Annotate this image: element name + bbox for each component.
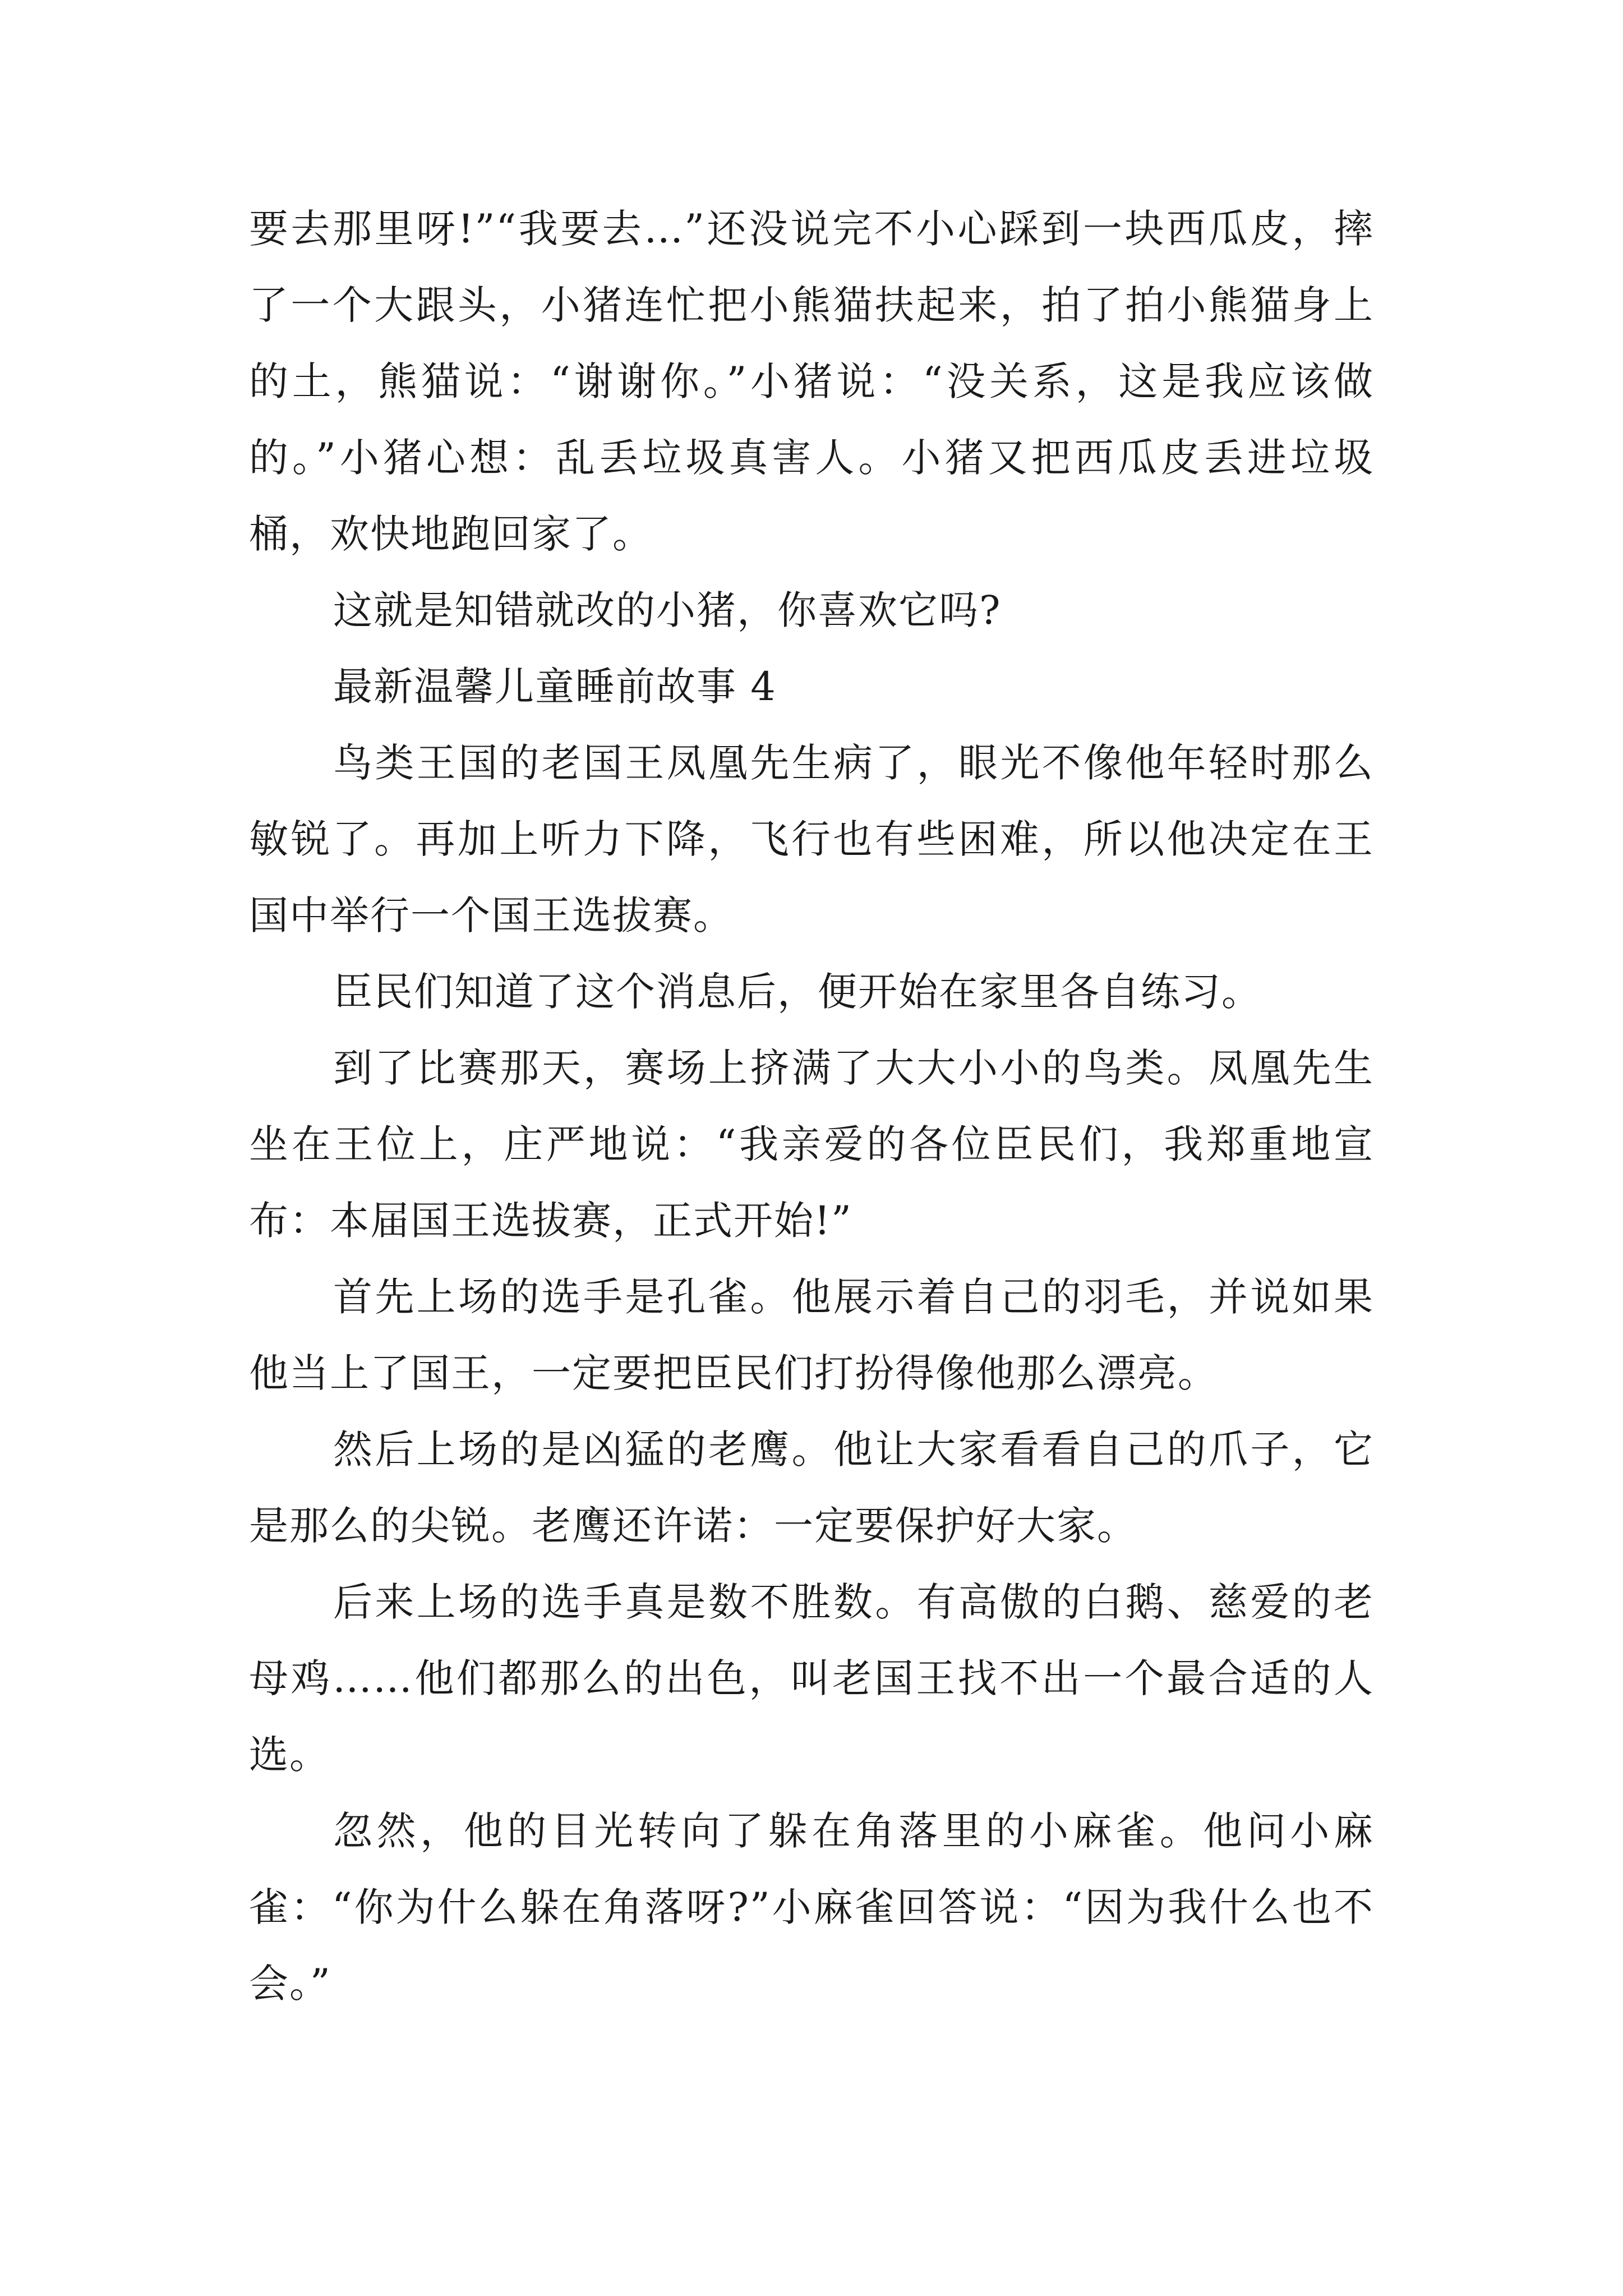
paragraph-7: 首先上场的选手是孔雀。他展示着自己的羽毛，并说如果他当上了国王，一定要把臣民们打扮得像他那么漂亮。 <box>249 1274 1374 1396</box>
story-heading: 最新温馨儿童睡前故事 4 <box>333 664 777 710</box>
document-body <box>249 191 1374 2022</box>
paragraph-2: 这就是知错就改的小猪，你喜欢它吗? <box>333 587 1002 633</box>
paragraph-10: 忽然，他的目光转向了躲在角落里的小麻雀。他问小麻雀：“你为什么躲在角落呀?”小麻雀回答说：“因为我什么也不会。” <box>249 1808 1374 2007</box>
paragraph-5: 臣民们知道了这个消息后，便开始在家里各自练习。 <box>333 969 1262 1015</box>
paragraph-4: 鸟类王国的老国王凤凰先生病了，眼光不像他年轻时那么敏锐了。再加上听力下降，飞行也有些困难，所以他决定在王国中举行一个国王选拔赛。 <box>249 740 1374 938</box>
paragraph-8: 然后上场的是凶猛的老鹰。他让大家看看自己的爪子，它是那么的尖锐。老鹰还许诺：一定要保护好大家。 <box>249 1427 1374 1549</box>
paragraph-9: 后来上场的选手真是数不胜数。有高傲的白鹅、慈爱的老母鸡……他们都那么的出色，叫老国王找不出一个最合适的人选。 <box>249 1579 1374 1778</box>
paragraph-1: 要去那里呀!”“我要去…”还没说完不小心踩到一块西瓜皮，摔了一个大跟头，小猪连忙把小熊猫扶起来，拍了拍小熊猫身上的土，熊猫说：“谢谢你。”小猪说：“没关系，这是我应该做的。”小猪心想：乱丢垃圾真害人。小猪又把西瓜皮丢进垃圾桶，欢快地跑回家了。 <box>249 206 1374 557</box>
paragraph-6: 到了比赛那天，赛场上挤满了大大小小的鸟类。凤凰先生坐在王位上，庄严地说：“我亲爱的各位臣民们，我郑重地宣布：本届国王选拔赛，正式开始!” <box>249 1045 1374 1244</box>
